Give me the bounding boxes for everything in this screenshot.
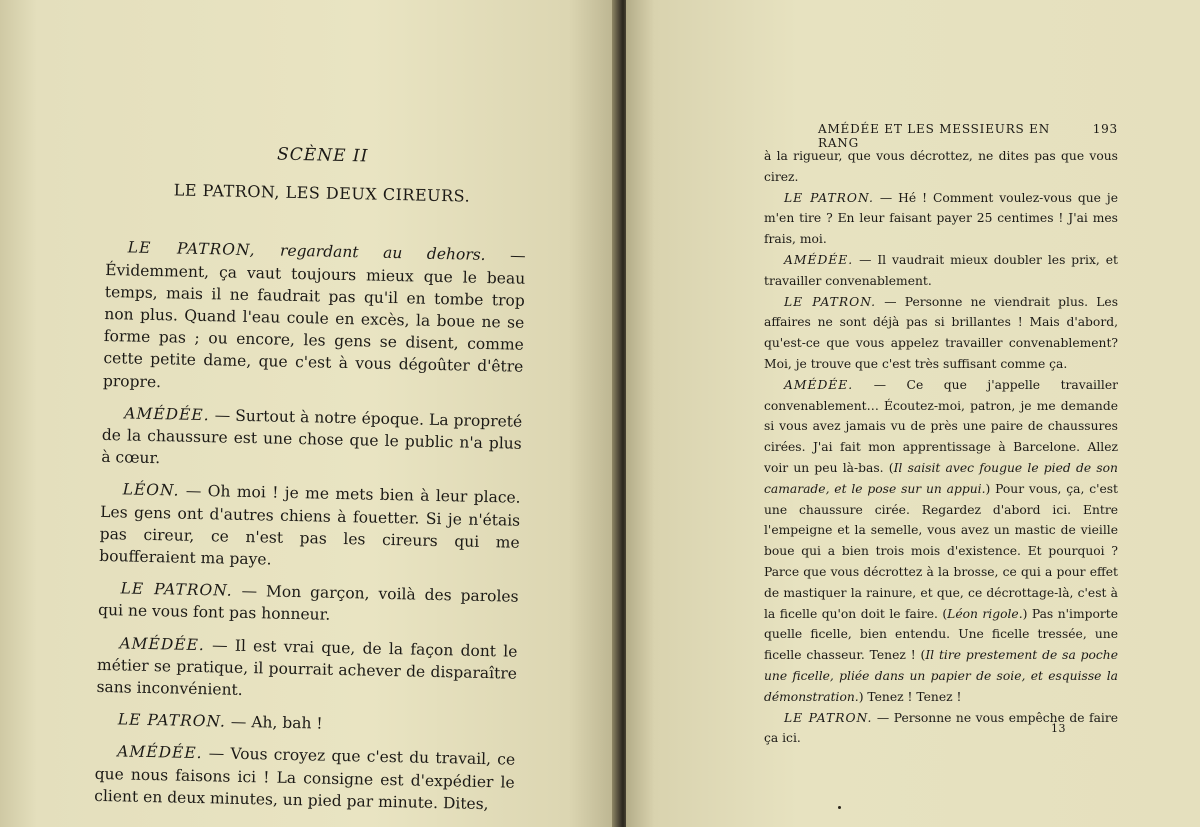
speaker-name: LÉON. [122,480,180,501]
stage-direction: Il tire prestement de sa poche une ficelle, pliée dans un papier de soie, et esquisse la démonstration. [764,648,1118,704]
dialogue-paragraph [103,236,526,400]
dialogue-paragraph [101,402,522,477]
dialogue-text: — Ah, bah ! [225,712,323,733]
dialogue-text: — Personne ne viendrait plus. Les affaires ne sont déjà pas si brillantes ! Mais d'abord, qu'est-ce que vous appelez travailler convenablement? Moi, je trouve que c'est très suffisant comme ça. [764,294,1119,371]
dialogue-text: — Évidemment, ça vaut toujours mieux que le beau temps, mais il ne faudrait pas qu'il en tombe trop non plus. Quand l'eau coule en excès, la boue ne se forme pas ; ou encore, les gens se disent, comme cette petite dame, que c'est à vous dégoûter d'être propre. [102,246,526,391]
dialogue-paragraph [96,632,517,707]
dialogue-paragraph [96,708,516,739]
dialogue-text: — Personne ne vous empêche de faire ça ici. [764,710,1118,746]
dialogue-text: — Il est vrai que, de la façon dont le métier se pratique, il pourrait achever de disparaître sans inconvénient. [96,635,518,700]
speaker-name: LE PATRON. [784,190,874,205]
stage-direction: Il saisit avec fougue le pied de son camarade, et le pose sur un appui. [764,460,1118,496]
speaker-name: LE PATRON, [127,238,256,260]
dialogue-text: — Vous croyez que c'est du travail, ce que nous faisons ici ! La consigne est d'expédier le client en deux minutes, un pied par minute. Dites, [94,744,516,813]
scene-subtitle: LE PATRON, LES DEUX CIREURS. [173,180,471,206]
dialogue-paragraph [764,250,1118,292]
left-dialogue [94,236,526,815]
dialogue-text: — Ce que j'appelle travailler convenablement… Écoutez-moi, patron, je me demande si vous avez jamais vu de près une paire de chaussures cirées. J'ai fait mon apprentissage à Barcelone. Allez voir un peu là-bas. ( [764,377,1118,475]
right-page-text [764,146,1118,749]
right-dialogue [764,188,1118,750]
speaker-name: AMÉDÉE. [784,252,854,267]
dialogue-paragraph [98,577,519,630]
dialogue-text: ) Tenez ! Tenez ! [858,689,962,704]
running-head-title: AMÉDÉE ET LES MESSIEURS EN RANG [818,122,1051,150]
dialogue-paragraph [94,740,515,815]
dialogue-text: ) Pas n'importe quelle ficelle, bien entendu. Une ficelle tressée, une ficelle chasseur. Tenez ! ( [764,606,1118,663]
dialogue-paragraph [764,292,1118,375]
speaker-name: AMÉDÉE. [119,634,206,654]
speaker-name: LE PATRON. [784,294,877,309]
signature-mark: 13 [1051,722,1066,735]
speaker-name: AMÉDÉE. [784,377,854,392]
dialogue-paragraph [764,188,1118,250]
dialogue-text: — Il vaudrait mieux doubler les prix, et travailler convenablement. [764,252,1118,288]
dialogue-text: — Mon garçon, voilà des paroles qui ne vous font pas honneur. [97,581,519,625]
dialogue-text: — Oh moi ! je me mets bien à leur place. Les gens ont d'autres chiens à fouetter. Si je n'étais pas cireur, ce n'est pas les cireurs qui me boufferaient ma paye. [99,482,521,569]
dialogue-paragraph [99,478,521,576]
speaker-name: LE PATRON. [120,579,233,600]
dialogue-text: ) Pour vous, ça, c'est une chaussure cirée. Regardez d'abord ici. Entre l'empeigne et la semelle, vous avez un mastic de vieille boue qui a bien trois mois d'existence. Et pourquoi ? Parce que vous décrottez à la brosse, ce qui a pour effet de mastiquer la rainure, et que, ce décrottage-là, c'est à la ficelle qu'on doit le faire. ( [764,481,1118,621]
page-number: 193 [1092,122,1118,136]
dialogue-text: — Hé ! Comment voulez-vous que je m'en tire ? En leur faisant payer 25 centimes ! J'ai mes frais, moi. [764,190,1118,247]
continuation-text: à la rigueur, que vous décrottez, ne dites pas que vous cirez. [764,149,1118,184]
left-page-text [94,140,528,826]
dialogue-paragraph [764,375,1118,708]
dialogue-text: — Surtout à notre époque. La propreté de la chaussure est une chose que le public n'a plus à cœur. [101,406,523,468]
speaker-name: AMÉDÉE. [117,742,203,763]
stage-direction: Léon rigole. [947,606,1023,621]
scene-title: SCÈNE II [276,144,369,167]
speaker-name: LE PATRON. [784,710,873,725]
speck [838,806,841,809]
stage-direction: regardant au dehors. [255,241,486,265]
speaker-name: AMÉDÉE. [124,404,210,425]
speaker-name: LE PATRON. [117,710,227,731]
